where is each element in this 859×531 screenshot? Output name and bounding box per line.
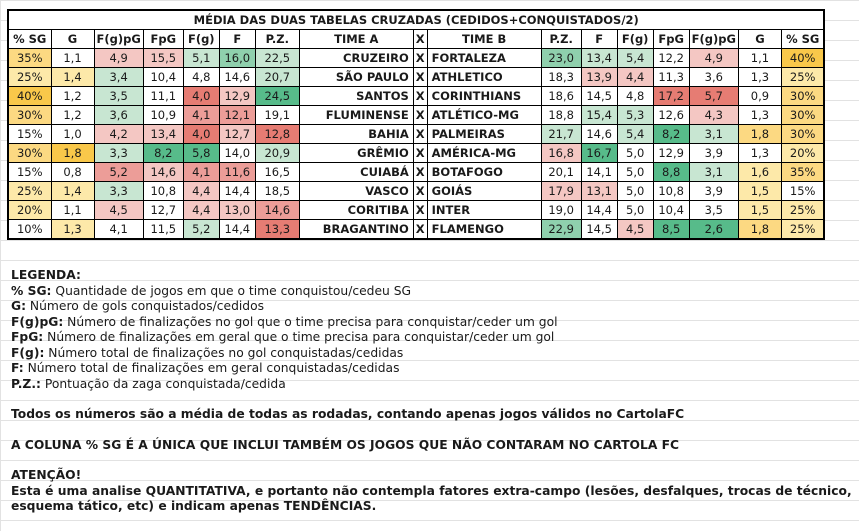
team-a-cell[interactable]: BRAGANTINO	[299, 220, 413, 240]
legend-item[interactable]	[11, 284, 856, 300]
stat-cell[interactable]: 12,1	[219, 106, 255, 125]
column-header[interactable]: TIME B	[427, 30, 541, 49]
stat-cell[interactable]: 3,4	[94, 68, 143, 87]
stat-cell[interactable]: 4,1	[183, 106, 219, 125]
stat-cell[interactable]: 4,5	[617, 220, 653, 240]
legend-item[interactable]	[11, 346, 856, 362]
stat-cell[interactable]: 4,5	[94, 201, 143, 220]
stat-cell[interactable]: 22,5	[255, 49, 299, 68]
stat-cell[interactable]: 8,5	[653, 220, 689, 240]
table-row	[8, 220, 824, 240]
note-averages[interactable]: Todos os números são a média de todas as rodadas, contando apenas jogos válidos no CartolaFC	[11, 407, 685, 421]
stat-cell[interactable]: 1,3	[738, 106, 781, 125]
stat-cell[interactable]: 14,5	[581, 87, 617, 106]
stat-cell[interactable]: 10,4	[653, 201, 689, 220]
stat-cell[interactable]: 12,8	[255, 125, 299, 144]
stat-cell[interactable]: 3,5	[94, 87, 143, 106]
versus-cell[interactable]: X	[413, 163, 427, 182]
stat-cell[interactable]: 19,1	[255, 106, 299, 125]
stat-cell[interactable]: 20,1	[541, 163, 581, 182]
stat-cell[interactable]: 10,8	[653, 182, 689, 201]
stat-cell[interactable]: 11,3	[653, 68, 689, 87]
table-row	[8, 144, 824, 163]
stat-cell[interactable]: 3,3	[94, 182, 143, 201]
team-b-cell[interactable]: ATLÉTICO-MG	[427, 106, 541, 125]
stat-cell[interactable]: 25%	[8, 182, 51, 201]
column-header[interactable]: F(g)pG	[94, 30, 143, 49]
legend-item[interactable]	[11, 377, 856, 393]
column-header[interactable]: FpG	[653, 30, 689, 49]
stat-cell[interactable]: 3,3	[94, 144, 143, 163]
stat-cell[interactable]: 15%	[781, 182, 824, 201]
column-header[interactable]: F(g)pG	[689, 30, 738, 49]
legend-description: Número total de finalizações em geral conquistadas/cedidas	[23, 361, 400, 375]
team-b-cell[interactable]: FLAMENGO	[427, 220, 541, 240]
stat-cell[interactable]: 25%	[781, 68, 824, 87]
column-header[interactable]: F	[581, 30, 617, 49]
versus-cell[interactable]: X	[413, 68, 427, 87]
stat-cell[interactable]: 13,9	[581, 68, 617, 87]
stat-cell[interactable]: 4,9	[689, 49, 738, 68]
legend-section	[11, 268, 856, 515]
legend-item[interactable]	[11, 330, 856, 346]
legend-description: Número de finalizações em geral que o time precisa para conquistar/ceder um gol	[43, 330, 555, 344]
stat-cell[interactable]: 18,8	[541, 106, 581, 125]
column-header[interactable]: F(g)	[617, 30, 653, 49]
stat-cell[interactable]: 19,0	[541, 201, 581, 220]
stat-cell[interactable]: 16,5	[255, 163, 299, 182]
stat-cell[interactable]: 17,2	[653, 87, 689, 106]
stat-cell[interactable]: 11,1	[143, 87, 183, 106]
stat-cell[interactable]: 4,8	[183, 68, 219, 87]
stat-cell[interactable]: 14,6	[255, 201, 299, 220]
versus-cell[interactable]: X	[413, 87, 427, 106]
stat-cell[interactable]: 3,9	[689, 144, 738, 163]
stat-cell[interactable]: 5,0	[617, 182, 653, 201]
table-row	[8, 68, 824, 87]
team-b-cell[interactable]: CORINTHIANS	[427, 87, 541, 106]
stat-cell[interactable]: 8,2	[653, 125, 689, 144]
column-header[interactable]: F(g)	[183, 30, 219, 49]
legend-key: P.Z.:	[11, 376, 41, 391]
stat-cell[interactable]: 4,4	[183, 201, 219, 220]
legend-description: Número de gols conquistados/cedidos	[26, 299, 265, 313]
legend-key: % SG:	[11, 283, 52, 298]
stat-cell[interactable]: 14,4	[219, 182, 255, 201]
stat-cell[interactable]: 1,5	[738, 182, 781, 201]
legend-description: Número de finalizações no gol que o time precisa para conquistar/ceder um gol	[63, 314, 558, 329]
legend-key: F(g)pG:	[11, 314, 64, 329]
legend-heading[interactable]: LEGENDA:	[11, 268, 81, 282]
table-row	[8, 201, 824, 220]
stat-cell[interactable]: 30%	[781, 106, 824, 125]
table-title[interactable]: MÉDIA DAS DUAS TABELAS CRUZADAS (CEDIDOS+CONQUISTADOS/2)	[8, 10, 824, 30]
stat-cell[interactable]: 16,0	[219, 49, 255, 68]
stat-cell[interactable]: 5,0	[617, 201, 653, 220]
stat-cell[interactable]: 1,3	[51, 220, 94, 240]
stat-cell[interactable]: 8,2	[143, 144, 183, 163]
stat-cell[interactable]: 14,6	[143, 163, 183, 182]
stat-cell[interactable]: 40%	[8, 87, 51, 106]
team-a-cell[interactable]: CRUZEIRO	[299, 49, 413, 68]
stat-cell[interactable]: 5,2	[94, 163, 143, 182]
legend-items	[11, 284, 856, 393]
stat-cell[interactable]: 12,6	[653, 106, 689, 125]
stat-cell[interactable]: 3,9	[689, 182, 738, 201]
stat-cell[interactable]: 2,6	[689, 220, 738, 240]
stat-cell[interactable]: 11,5	[143, 220, 183, 240]
note-sg-column[interactable]: A COLUNA % SG É A ÚNICA QUE INCLUI TAMBÉM OS JOGOS QUE NÃO CONTARAM NO CARTOLA FC	[11, 437, 680, 452]
stat-cell[interactable]: 20%	[8, 201, 51, 220]
stat-cell[interactable]: 30%	[8, 106, 51, 125]
legend-key: G:	[11, 299, 27, 313]
stat-cell[interactable]: 1,0	[51, 125, 94, 144]
stat-cell[interactable]: 14,5	[581, 220, 617, 240]
legend-key: F:	[11, 361, 24, 375]
versus-cell[interactable]: X	[413, 220, 427, 240]
stat-cell[interactable]: 13,4	[143, 125, 183, 144]
column-header[interactable]: TIME A	[299, 30, 413, 49]
stat-cell[interactable]: 18,3	[541, 68, 581, 87]
stat-cell[interactable]: 4,1	[94, 220, 143, 240]
stat-cell[interactable]: 25%	[8, 68, 51, 87]
team-a-cell[interactable]: SÃO PAULO	[299, 68, 413, 87]
stat-cell[interactable]: 35%	[8, 49, 51, 68]
stat-cell[interactable]: 12,7	[143, 201, 183, 220]
stat-cell[interactable]: 1,8	[738, 125, 781, 144]
attention-text[interactable]: Esta é uma analise QUANTITATIVA, e portanto não contempla fatores extra-campo (lesões, desfalques, trocas de técnico, esquema tático, etc) e indicam apenas TENDÊNCIAS.	[11, 483, 852, 513]
team-b-cell[interactable]: AMÉRICA-MG	[427, 144, 541, 163]
team-b-cell[interactable]: ATHLETICO	[427, 68, 541, 87]
header-row	[8, 30, 824, 49]
versus-cell[interactable]: X	[413, 182, 427, 201]
stat-cell[interactable]: 3,6	[689, 68, 738, 87]
stat-cell[interactable]: 5,7	[689, 87, 738, 106]
stat-cell[interactable]: 10,4	[143, 68, 183, 87]
column-header[interactable]: % SG	[8, 30, 51, 49]
team-b-cell[interactable]: INTER	[427, 201, 541, 220]
team-b-cell[interactable]: BOTAFOGO	[427, 163, 541, 182]
stat-cell[interactable]: 24,5	[255, 87, 299, 106]
column-header[interactable]: FpG	[143, 30, 183, 49]
stat-cell[interactable]: 1,8	[51, 144, 94, 163]
stat-cell[interactable]: 3,5	[689, 201, 738, 220]
versus-cell[interactable]: X	[413, 201, 427, 220]
column-header[interactable]: % SG	[781, 30, 824, 49]
team-b-cell[interactable]: PALMEIRAS	[427, 125, 541, 144]
stat-cell[interactable]: 4,8	[617, 87, 653, 106]
stat-cell[interactable]: 16,7	[581, 144, 617, 163]
stat-cell[interactable]: 13,3	[255, 220, 299, 240]
team-a-cell[interactable]: SANTOS	[299, 87, 413, 106]
stat-cell[interactable]: 5,4	[617, 49, 653, 68]
stat-cell[interactable]: 0,9	[738, 87, 781, 106]
team-b-cell[interactable]: GOIÁS	[427, 182, 541, 201]
stat-cell[interactable]: 35%	[781, 163, 824, 182]
stat-cell[interactable]: 3,6	[94, 106, 143, 125]
stat-cell[interactable]: 1,5	[738, 201, 781, 220]
stat-cell[interactable]: 18,6	[541, 87, 581, 106]
team-a-cell[interactable]: CUIABÁ	[299, 163, 413, 182]
column-header[interactable]: P.Z.	[255, 30, 299, 49]
legend-key: FpG:	[11, 330, 44, 344]
team-a-cell[interactable]: FLUMINENSE	[299, 106, 413, 125]
stat-cell[interactable]: 3,1	[689, 163, 738, 182]
stat-cell[interactable]: 10,8	[143, 182, 183, 201]
stat-cell[interactable]: 1,1	[51, 201, 94, 220]
stat-cell[interactable]: 13,4	[581, 49, 617, 68]
stat-cell[interactable]: 1,1	[738, 49, 781, 68]
stat-cell[interactable]: 1,2	[51, 106, 94, 125]
stat-cell[interactable]: 4,9	[94, 49, 143, 68]
stat-cell[interactable]: 1,1	[51, 49, 94, 68]
stat-cell[interactable]: 20%	[781, 144, 824, 163]
stat-cell[interactable]: 15%	[8, 163, 51, 182]
stat-cell[interactable]: 30%	[781, 87, 824, 106]
stat-cell[interactable]: 25%	[781, 201, 824, 220]
stat-cell[interactable]: 14,6	[219, 68, 255, 87]
stat-cell[interactable]: 1,8	[738, 220, 781, 240]
table-row	[8, 163, 824, 182]
legend-item[interactable]	[11, 361, 856, 377]
team-b-cell[interactable]: FORTALEZA	[427, 49, 541, 68]
stat-cell[interactable]: 20,9	[255, 144, 299, 163]
stat-cell[interactable]: 15,5	[143, 49, 183, 68]
stat-cell[interactable]: 1,6	[738, 163, 781, 182]
versus-cell[interactable]: X	[413, 49, 427, 68]
stat-cell[interactable]: 11,6	[219, 163, 255, 182]
stat-cell[interactable]: 13,1	[581, 182, 617, 201]
stat-cell[interactable]: 10%	[8, 220, 51, 240]
stat-cell[interactable]: 1,2	[51, 87, 94, 106]
team-a-cell[interactable]: BAHIA	[299, 125, 413, 144]
stat-cell[interactable]: 1,3	[738, 68, 781, 87]
stat-cell[interactable]: 14,1	[581, 163, 617, 182]
stat-cell[interactable]: 20,7	[255, 68, 299, 87]
stat-cell[interactable]: 12,7	[219, 125, 255, 144]
table-row	[8, 125, 824, 144]
table-row	[8, 49, 824, 68]
column-header[interactable]: G	[738, 30, 781, 49]
stat-cell[interactable]: 5,3	[617, 106, 653, 125]
versus-cell[interactable]: X	[413, 106, 427, 125]
versus-cell[interactable]: X	[413, 125, 427, 144]
crossed-tables-grid	[7, 9, 825, 240]
legend-description: Número total de finalizações no gol conquistadas/cedidas	[44, 345, 404, 360]
stat-cell[interactable]: 5,0	[617, 163, 653, 182]
legend-description: Quantidade de jogos em que o time conquistou/cedeu SG	[51, 283, 412, 298]
stat-cell[interactable]: 0,8	[51, 163, 94, 182]
stat-cell[interactable]: 40%	[781, 49, 824, 68]
attention-heading[interactable]: ATENÇÃO!	[11, 468, 82, 482]
legend-description: Pontuação da zaga conquistada/cedida	[40, 376, 286, 391]
stat-cell[interactable]: 1,4	[51, 182, 94, 201]
stat-cell[interactable]: 14,4	[581, 201, 617, 220]
stat-cell[interactable]: 4,4	[183, 182, 219, 201]
stat-cell[interactable]: 4,2	[94, 125, 143, 144]
stat-cell[interactable]: 23,0	[541, 49, 581, 68]
stat-cell[interactable]: 4,0	[183, 87, 219, 106]
stat-cell[interactable]: 4,3	[689, 106, 738, 125]
stat-cell[interactable]: 17,9	[541, 182, 581, 201]
column-header[interactable]: G	[51, 30, 94, 49]
column-header[interactable]: F	[219, 30, 255, 49]
stat-cell[interactable]: 30%	[8, 144, 51, 163]
stat-cell[interactable]: 5,1	[183, 49, 219, 68]
stat-cell[interactable]: 5,0	[617, 144, 653, 163]
stat-cell[interactable]: 22,9	[541, 220, 581, 240]
table-row	[8, 182, 824, 201]
stat-cell[interactable]: 8,8	[653, 163, 689, 182]
versus-cell[interactable]: X	[413, 144, 427, 163]
team-a-cell[interactable]: VASCO	[299, 182, 413, 201]
column-header[interactable]: P.Z.	[541, 30, 581, 49]
stat-cell[interactable]: 3,1	[689, 125, 738, 144]
stat-cell[interactable]: 16,8	[541, 144, 581, 163]
legend-item[interactable]	[11, 315, 856, 331]
table-row	[8, 106, 824, 125]
stat-cell[interactable]: 13,0	[219, 201, 255, 220]
stat-cell[interactable]: 12,2	[653, 49, 689, 68]
stat-cell[interactable]: 21,7	[541, 125, 581, 144]
stat-cell[interactable]: 1,4	[51, 68, 94, 87]
stat-cell[interactable]: 10,9	[143, 106, 183, 125]
stat-cell[interactable]: 5,4	[617, 125, 653, 144]
table-row	[8, 87, 824, 106]
stat-cell[interactable]: 5,8	[183, 144, 219, 163]
legend-item[interactable]	[11, 299, 856, 315]
stat-cell[interactable]: 5,2	[183, 220, 219, 240]
stat-cell[interactable]: 12,9	[653, 144, 689, 163]
legend-key: F(g):	[11, 345, 45, 360]
stat-cell[interactable]: 4,0	[183, 125, 219, 144]
stat-cell[interactable]: 25%	[781, 220, 824, 240]
stat-cell[interactable]: 4,1	[183, 163, 219, 182]
stat-cell[interactable]: 18,5	[255, 182, 299, 201]
stat-cell[interactable]: 1,3	[738, 144, 781, 163]
stat-cell[interactable]: 14,4	[219, 220, 255, 240]
stat-cell[interactable]: 12,9	[219, 87, 255, 106]
stat-cell[interactable]: 14,0	[219, 144, 255, 163]
stat-cell[interactable]: 15,4	[581, 106, 617, 125]
stat-cell[interactable]: 15%	[8, 125, 51, 144]
stat-cell[interactable]: 4,4	[617, 68, 653, 87]
team-a-cell[interactable]: CORITIBA	[299, 201, 413, 220]
column-header[interactable]: X	[413, 30, 427, 49]
stat-cell[interactable]: 30%	[781, 125, 824, 144]
stat-cell[interactable]: 14,6	[581, 125, 617, 144]
team-a-cell[interactable]: GRÊMIO	[299, 144, 413, 163]
